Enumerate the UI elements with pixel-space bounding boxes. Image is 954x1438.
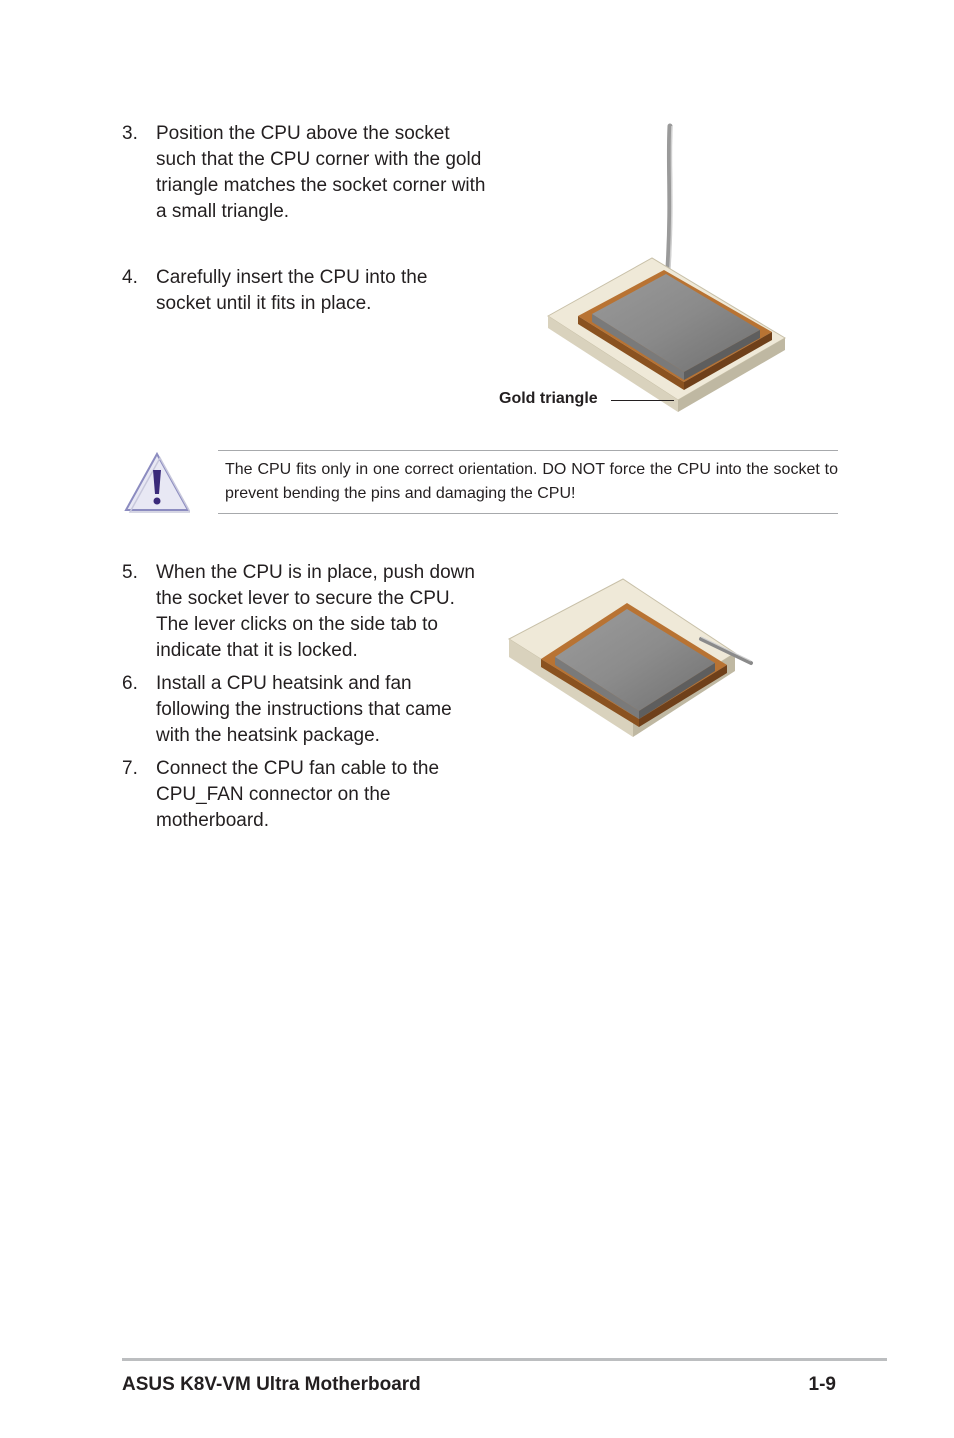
caution-text: The CPU fits only in one correct orientation. DO NOT force the CPU into the socket to prevent bending the pins and damaging the CPU!	[225, 461, 838, 502]
footer-title: ASUS K8V-VM Ultra Motherboard	[122, 1374, 421, 1395]
caution-top-rule	[218, 450, 838, 451]
caution-bottom-rule	[218, 513, 838, 514]
step-number: 7.	[122, 758, 138, 779]
step-number: 4.	[122, 267, 138, 288]
step-3	[122, 121, 494, 225]
step-number: 6.	[122, 673, 138, 694]
cpu-socket-lever-up-illustration	[540, 118, 790, 418]
step-text: Carefully insert the CPU into the socket until it fits in place.	[156, 267, 428, 314]
footer-rule	[122, 1358, 887, 1361]
cpu-socket-lever-locked-illustration	[505, 575, 760, 747]
callout-leader-line	[611, 400, 674, 401]
page-number: 1-9	[808, 1374, 836, 1395]
step-7	[122, 756, 442, 834]
step-text: Install a CPU heatsink and fan following the instructions that came with the heatsink package.	[156, 673, 452, 746]
warning-triangle-icon	[124, 450, 190, 519]
step-number: 5.	[122, 562, 138, 583]
step-text: When the CPU is in place, push down the socket lever to secure the CPU. The lever clicks on the side tab to indicate that it is locked.	[156, 562, 475, 661]
gold-triangle-callout: Gold triangle	[499, 390, 598, 407]
step-4	[122, 265, 462, 317]
step-number: 3.	[122, 123, 138, 144]
step-text: Connect the CPU fan cable to the CPU_FAN connector on the motherboard.	[156, 758, 440, 831]
step-5	[122, 560, 488, 664]
step-text: Position the CPU above the socket such that the CPU corner with the gold triangle matches the socket corner with a small triangle.	[156, 123, 486, 222]
step-6	[122, 671, 467, 749]
